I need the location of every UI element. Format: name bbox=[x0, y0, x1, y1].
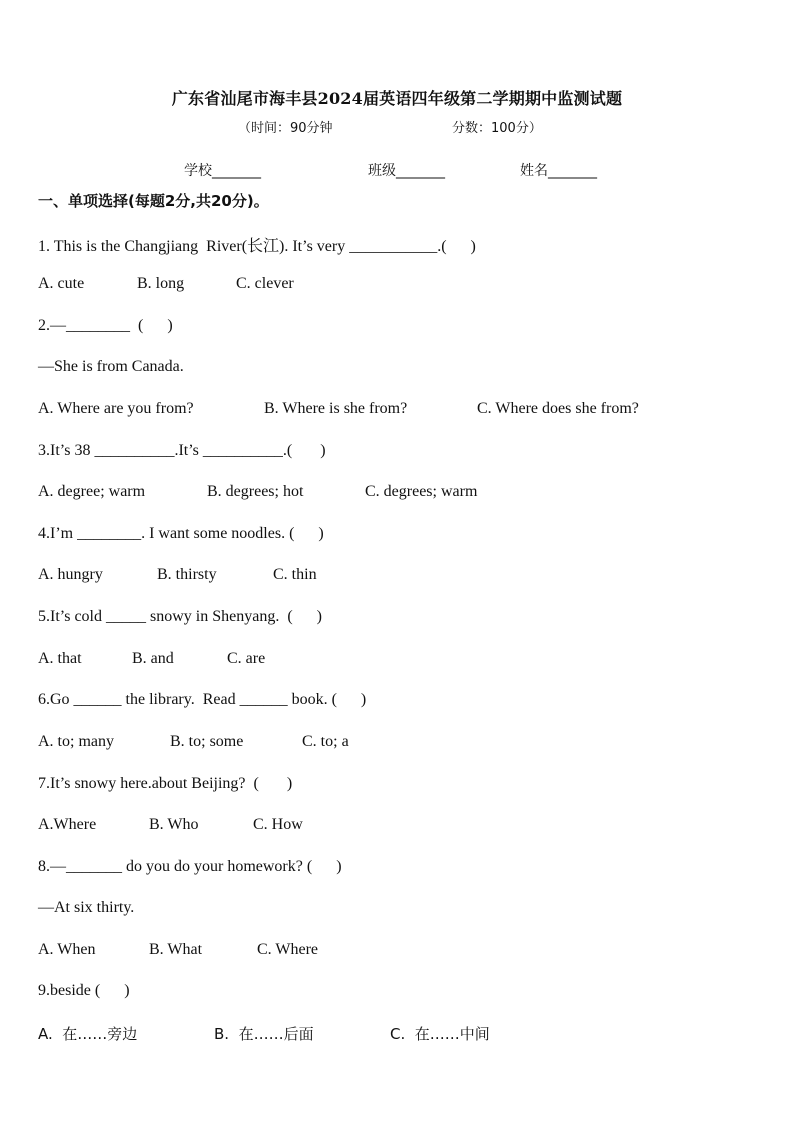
question-7: 7.It’s snowy here.about Beijing? ( ) bbox=[38, 775, 293, 792]
question-8-answer-line: —At six thirty. bbox=[38, 899, 135, 916]
q3-option-b: B. degrees; hot bbox=[207, 483, 304, 500]
class-field: 班级_______ bbox=[368, 163, 445, 179]
question-4: 4.I’m ________. I want some noodles. ( ) bbox=[38, 525, 324, 542]
q4-option-b: B. thirsty bbox=[157, 566, 217, 583]
q5-option-b: B. and bbox=[132, 650, 174, 667]
q1-option-c: C. clever bbox=[236, 275, 294, 292]
q6-option-c: C. to; a bbox=[302, 733, 349, 750]
q9-option-b: B. 在……后面 bbox=[214, 1025, 314, 1043]
q7-option-c: C. How bbox=[253, 816, 303, 833]
exam-time: （时间：90分钟 bbox=[238, 121, 333, 136]
q1-option-b: B. long bbox=[137, 275, 185, 292]
question-9: 9.beside ( ) bbox=[38, 982, 130, 999]
question-2-answer-line: —She is from Canada. bbox=[38, 358, 184, 375]
q2-option-a: A. Where are you from? bbox=[38, 400, 194, 417]
exam-score: 分数：100分） bbox=[452, 121, 542, 136]
q7-option-a: A.Where bbox=[38, 816, 97, 833]
question-8: 8.—_______ do you do your homework? ( ) bbox=[38, 858, 342, 875]
question-3: 3.It’s 38 __________.It’s __________.( ) bbox=[38, 442, 326, 459]
question-5: 5.It’s cold _____ snowy in Shenyang. ( ) bbox=[38, 608, 322, 625]
q3-option-a: A. degree; warm bbox=[38, 483, 146, 500]
q2-option-b: B. Where is she from? bbox=[264, 400, 408, 417]
school-field: 学校_______ bbox=[184, 163, 261, 179]
q5-option-a: A. that bbox=[38, 650, 82, 667]
q4-option-a: A. hungry bbox=[38, 566, 103, 583]
q8-option-a: A. When bbox=[38, 941, 96, 958]
question-1: 1. This is the Changjiang River(长江). It’s very ___________.( ) bbox=[38, 238, 476, 255]
q8-option-b: B. What bbox=[149, 941, 203, 958]
q9-option-a: A. 在……旁边 bbox=[38, 1025, 138, 1043]
q8-option-c: C. Where bbox=[257, 941, 319, 958]
q1-option-a: A. cute bbox=[38, 275, 85, 292]
q5-option-c: C. are bbox=[227, 650, 266, 667]
exam-title: 广东省汕尾市海丰县2024届英语四年级第二学期期中监测试题 bbox=[171, 89, 623, 108]
name-field: 姓名_______ bbox=[520, 163, 597, 179]
q3-option-c: C. degrees; warm bbox=[365, 483, 478, 500]
q6-option-b: B. to; some bbox=[170, 733, 244, 750]
q9-option-c: C. 在……中间 bbox=[390, 1025, 490, 1043]
question-2: 2.—________ ( ) bbox=[38, 317, 173, 334]
q7-option-b: B. Who bbox=[149, 816, 199, 833]
question-6: 6.Go ______ the library. Read ______ book. ( ) bbox=[38, 691, 367, 708]
q6-option-a: A. to; many bbox=[38, 733, 114, 750]
section-heading: 一、单项选择(每题2分,共20分)。 bbox=[38, 192, 269, 210]
q4-option-c: C. thin bbox=[273, 566, 317, 583]
q2-option-c: C. Where does she from? bbox=[477, 400, 639, 417]
